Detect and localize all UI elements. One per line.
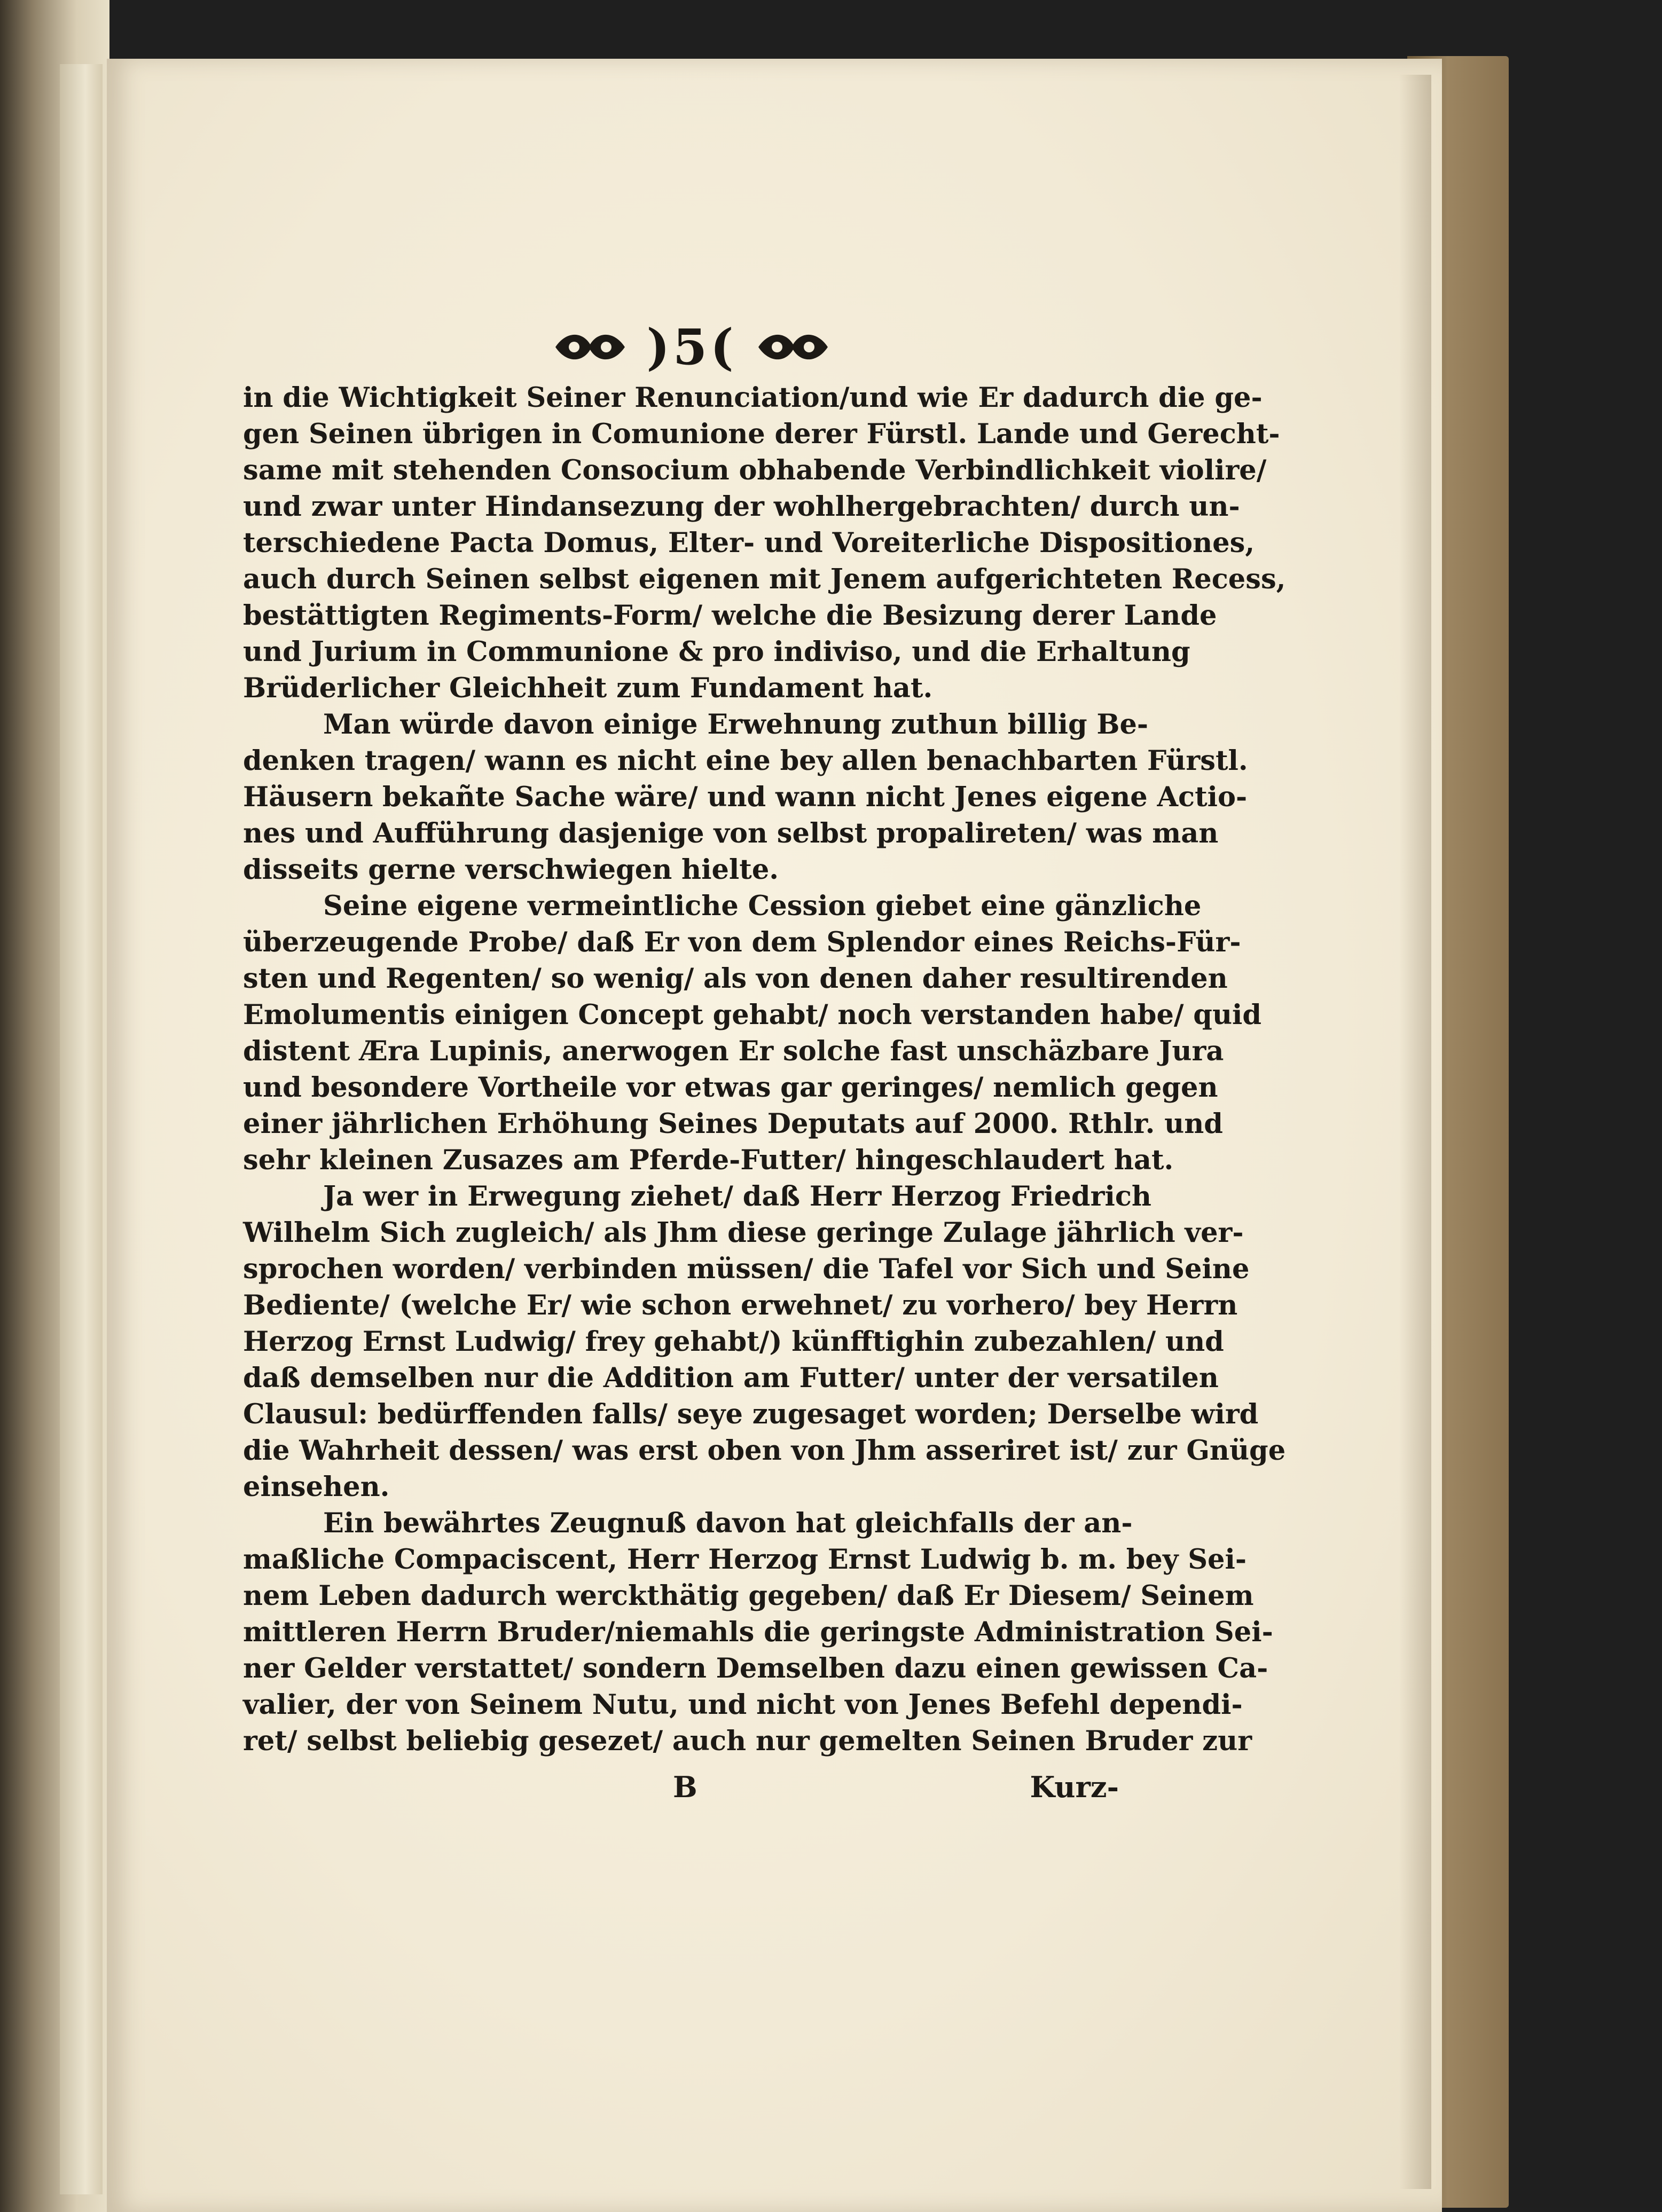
- text-line: denken tragen/ wann es nicht eine bey allen benachbarten Fürstl.: [243, 745, 1248, 777]
- text-line: Clausul: bedürffenden falls/ seye zugesaget worden; Derselbe wird: [243, 1398, 1259, 1430]
- page-number: )5(: [646, 318, 737, 376]
- text-line: einsehen.: [243, 1471, 390, 1503]
- text-line: bestättigten Regiments-Form/ welche die Besizung derer Lande: [243, 600, 1217, 632]
- text-line: und zwar unter Hindansezung der wohlhergebrachten/ durch un-: [243, 491, 1240, 523]
- page-footer: [243, 1770, 1119, 1813]
- page-header: [539, 320, 844, 374]
- text-line: ret/ selbst beliebig gesezet/ auch nur gemelten Seinen Bruder zur: [243, 1725, 1252, 1757]
- body-text: [243, 382, 1286, 1757]
- text-line: Häusern bekañte Sache wäre/ und wann nicht Jenes eigene Actio-: [243, 781, 1248, 813]
- left-ornament-icon: [550, 328, 630, 366]
- text-line: auch durch Seinen selbst eigenen mit Jenem aufgerichteten Recess,: [243, 563, 1286, 595]
- text-line: sprochen worden/ verbinden müssen/ die Tafel vor Sich und Seine: [243, 1253, 1250, 1285]
- text-line: in die Wichtigkeit Seiner Renunciation/und wie Er dadurch die ge-: [243, 382, 1263, 414]
- text-line: gen Seinen übrigen in Comunione derer Fürstl. Lande und Gerecht-: [243, 418, 1280, 450]
- text-line: nes und Aufführung dasjenige von selbst propalireten/ was man: [243, 817, 1219, 849]
- page-fold-shadow: [1399, 75, 1431, 2189]
- text-line: und Jurium in Communione & pro indiviso, und die Erhaltung: [243, 636, 1190, 668]
- text-line: Bediente/ (welche Er/ wie schon erwehnet/ zu vorhero/ bey Herrn: [243, 1289, 1238, 1321]
- text-line: nem Leben dadurch werckthätig gegeben/ daß Er Diesem/ Seinem: [243, 1580, 1254, 1612]
- text-line: Emolumentis einigen Concept gehabt/ noch verstanden habe/ quid: [243, 999, 1262, 1031]
- text-line: valier, der von Seinem Nutu, und nicht von Jenes Befehl dependi-: [243, 1689, 1243, 1721]
- signature-mark: B: [673, 1770, 697, 1804]
- text-line: die Wahrheit dessen/ was erst oben von Jhm asseriret ist/ zur Gnüge: [243, 1435, 1286, 1467]
- text-line: terschiedene Pacta Domus, Elter- und Voreiterliche Dispositiones,: [243, 527, 1255, 559]
- catchword: Kurz-: [1030, 1770, 1119, 1804]
- text-line: einer jährlichen Erhöhung Seines Deputats auf 2000. Rthlr. und: [243, 1108, 1223, 1140]
- text-line: disseits gerne verschwiegen hielte.: [243, 854, 779, 886]
- text-line: überzeugende Probe/ daß Er von dem Splendor eines Reichs-Für-: [243, 926, 1241, 958]
- text-line: sehr kleinen Zusazes am Pferde-Futter/ hingeschlaudert hat.: [243, 1144, 1174, 1176]
- text-line: Man würde davon einige Erwehnung zuthun billig Be-: [323, 709, 1149, 741]
- text-line: Seine eigene vermeintliche Cession giebet eine gänzliche: [323, 890, 1202, 922]
- text-line: und besondere Vortheile vor etwas gar geringes/ nemlich gegen: [243, 1072, 1218, 1104]
- text-line: maßliche Compaciscent, Herr Herzog Ernst Ludwig b. m. bey Sei-: [243, 1544, 1247, 1576]
- text-line: Brüderlicher Gleichheit zum Fundament hat.: [243, 672, 933, 704]
- text-line: sten und Regenten/ so wenig/ als von denen daher resultirenden: [243, 963, 1228, 995]
- text-line: Herzog Ernst Ludwig/ frey gehabt/) künfftighin zubezahlen/ und: [243, 1326, 1224, 1358]
- text-line: distent Æra Lupinis, anerwogen Er solche fast unschäzbare Jura: [243, 1035, 1224, 1067]
- text-line: ner Gelder verstattet/ sondern Demselben dazu einen gewissen Ca-: [243, 1652, 1268, 1684]
- text-line: Ja wer in Erwegung ziehet/ daß Herr Herzog Friedrich: [323, 1180, 1151, 1213]
- text-line: Ein bewährtes Zeugnuß davon hat gleichfalls der an-: [323, 1507, 1133, 1539]
- text-line: Wilhelm Sich zugleich/ als Jhm diese geringe Zulage jährlich ver-: [243, 1217, 1244, 1249]
- right-ornament-icon: [753, 328, 833, 366]
- text-line: mittleren Herrn Bruder/niemahls die geringste Administration Sei-: [243, 1616, 1273, 1648]
- left-page-stack: [60, 64, 103, 2194]
- text-line: daß demselben nur die Addition am Futter/ unter der versatilen: [243, 1362, 1219, 1394]
- text-line: same mit stehenden Consocium obhabende Verbindlichkeit violire/: [243, 454, 1267, 486]
